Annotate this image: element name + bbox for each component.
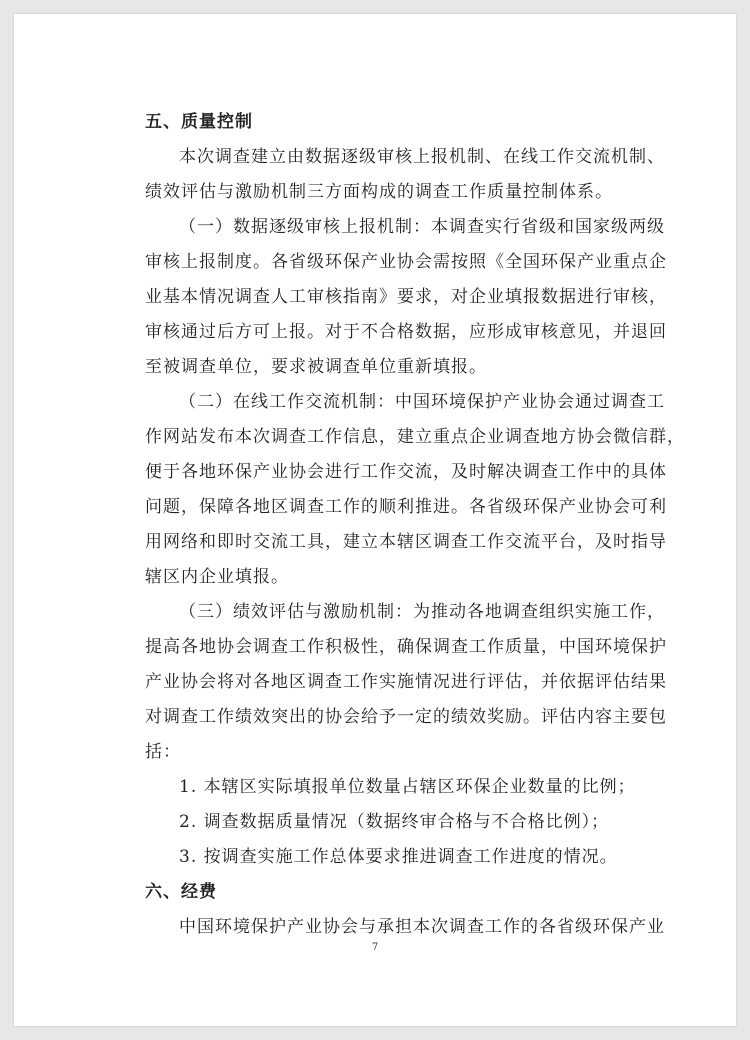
paragraph-line: 审核通过后方可上报。对于不合格数据，应形成审核意见，并退回 (145, 322, 667, 342)
paragraph-line: 对调查工作绩效突出的协会给予一定的绩效奖励。评估内容主要包 (145, 707, 667, 727)
paragraph-line: 中国环境保护产业协会与承担本次调查工作的各省级环保产业 (179, 917, 665, 937)
paragraph-line: 产业协会将对各地区调查工作实施情况进行评估，并依据评估结果 (145, 672, 667, 692)
section-heading-funding: 六、经费 (145, 882, 217, 902)
paragraph-line: 本次调查建立由数据逐级审核上报机制、在线工作交流机制、 (179, 147, 665, 167)
paragraph-line: 至被调查单位，要求被调查单位重新填报。 (145, 357, 487, 377)
section-heading-quality-control: 五、质量控制 (145, 112, 253, 132)
paragraph-line: （二）在线工作交流机制：中国环境保护产业协会通过调查工 (179, 392, 665, 412)
paragraph-line: （一）数据逐级审核上报机制：本调查实行省级和国家级两级 (179, 217, 665, 237)
paragraph-line: 用网络和即时交流工具，建立本辖区调查工作交流平台，及时指导 (145, 532, 667, 552)
criteria-item-3: 3. 按调查实施工作总体要求推进调查工作进度的情况。 (179, 847, 618, 867)
paragraph-line: 审核上报制度。各省级环保产业协会需按照《全国环保产业重点企 (145, 252, 667, 272)
paragraph-line: 作网站发布本次调查工作信息，建立重点企业调查地方协会微信群， (145, 427, 685, 447)
document-page (14, 14, 736, 1026)
paragraph-line: 便于各地环保产业协会进行工作交流，及时解决调查工作中的具体 (145, 462, 667, 482)
paragraph-line: （三）绩效评估与激励机制：为推动各地调查组织实施工作， (179, 602, 665, 622)
page-number: 7 (371, 942, 379, 953)
criteria-item-2: 2. 调查数据质量情况（数据终审合格与不合格比例）； (179, 812, 610, 832)
paragraph-line: 括： (145, 742, 181, 762)
paragraph-line: 绩效评估与激励机制三方面构成的调查工作质量控制体系。 (145, 182, 613, 202)
paragraph-line: 问题，保障各地区调查工作的顺利推进。各省级环保产业协会可利 (145, 497, 667, 517)
criteria-item-1: 1. 本辖区实际填报单位数量占辖区环保企业数量的比例； (179, 777, 636, 797)
paragraph-line: 辖区内企业填报。 (145, 567, 289, 587)
paragraph-line: 业基本情况调查人工审核指南》要求，对企业填报数据进行审核， (145, 287, 667, 307)
paragraph-line: 提高各地协会调查工作积极性，确保调查工作质量，中国环境保护 (145, 637, 667, 657)
